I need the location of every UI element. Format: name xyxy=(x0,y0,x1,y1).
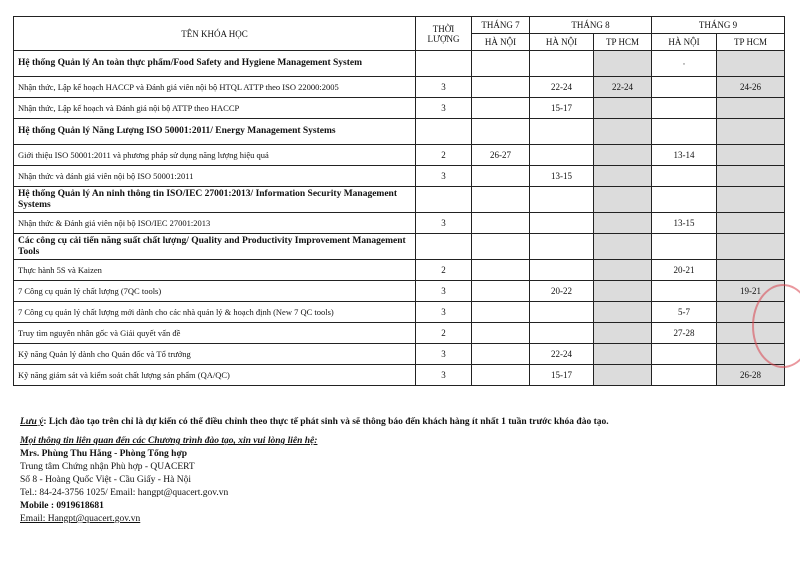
course-date-t9-hcm xyxy=(717,260,785,281)
course-date-t8-hn: 13-15 xyxy=(530,166,594,187)
course-date-t9-hcm: 19-21 xyxy=(717,281,785,302)
category-cell-t7-hn xyxy=(472,187,530,213)
category-cell-t7-hn xyxy=(472,234,530,260)
course-duration: 3 xyxy=(416,302,472,323)
course-date-t8-hn: 15-17 xyxy=(530,98,594,119)
course-row xyxy=(14,77,785,98)
col-header-month7: THÁNG 7 xyxy=(472,17,530,34)
course-date-t9-hn: 13-15 xyxy=(652,213,717,234)
category-cell-t8-hn xyxy=(530,119,594,145)
course-name: 7 Công cụ quản lý chất lượng mới dành cho các nhà quản lý & hoạch định (New 7 QC tools) xyxy=(14,302,416,323)
course-date-t9-hn xyxy=(652,98,717,119)
course-date-t9-hn xyxy=(652,344,717,365)
category-cell-t9-hcm xyxy=(717,234,785,260)
category-cell-t9-hcm xyxy=(717,51,785,77)
course-name: Nhận thức, Lập kế hoạch HACCP và Đánh giá viên nội bộ HTQL ATTP theo ISO 22000:2005 xyxy=(14,77,416,98)
course-date-t8-hcm xyxy=(594,98,652,119)
category-row xyxy=(14,234,785,260)
category-cell-t7-hn xyxy=(472,51,530,77)
course-date-t8-hcm xyxy=(594,323,652,344)
course-date-t8-hn xyxy=(530,260,594,281)
course-date-t9-hcm xyxy=(717,213,785,234)
category-cell-t9-hcm xyxy=(717,119,785,145)
course-name: Truy tìm nguyên nhân gốc và Giải quyết vấn đề xyxy=(14,323,416,344)
course-name: 7 Công cụ quản lý chất lượng (7QC tools) xyxy=(14,281,416,302)
course-duration: 2 xyxy=(416,323,472,344)
schedule-sheet xyxy=(13,16,784,386)
course-duration: 3 xyxy=(416,213,472,234)
course-date-t8-hn: 22-24 xyxy=(530,344,594,365)
category-cell-t8-hcm xyxy=(594,234,652,260)
col-header-duration: THỜI LƯỢNG xyxy=(416,17,472,51)
course-duration: 3 xyxy=(416,98,472,119)
course-date-t9-hcm xyxy=(717,98,785,119)
course-date-t8-hcm xyxy=(594,260,652,281)
category-cell-t9-hn xyxy=(652,187,717,213)
category-cell-t9-hcm xyxy=(717,187,785,213)
course-name: Kỹ năng Quản lý dành cho Quản đốc và Tổ trưởng xyxy=(14,344,416,365)
course-date-t8-hcm xyxy=(594,281,652,302)
category-title: Hệ thống Quản lý Năng Lượng ISO 50001:2011/ Energy Management Systems xyxy=(14,119,416,145)
schedule-note xyxy=(20,416,780,429)
course-row xyxy=(14,260,785,281)
col-header-m8-hcm: TP HCM xyxy=(594,34,652,51)
category-cell-t9-hn: · xyxy=(652,51,717,77)
course-date-t7-hn xyxy=(472,260,530,281)
contact-email-link[interactable]: Email: Hangpt@quacert.gov.vn xyxy=(20,514,141,524)
course-duration: 2 xyxy=(416,145,472,166)
course-date-t9-hcm: 26-28 xyxy=(717,365,785,386)
course-date-t8-hn xyxy=(530,302,594,323)
schedule-body xyxy=(14,51,785,386)
course-date-t8-hcm: 22-24 xyxy=(594,77,652,98)
course-name: Kỹ năng giám sát và kiểm soát chất lượng sản phẩm (QA/QC) xyxy=(14,365,416,386)
contact-mobile: Mobile : 0919618681 xyxy=(20,501,104,511)
contact-tel: Tel.: 84-24-3756 1025/ Email: hangpt@quacert.gov.vn xyxy=(20,488,229,498)
course-row xyxy=(14,365,785,386)
category-cell-t9-hn xyxy=(652,234,717,260)
course-date-t8-hcm xyxy=(594,344,652,365)
course-date-t8-hcm xyxy=(594,213,652,234)
course-name: Nhận thức, Lập kế hoạch và Đánh giá nội bộ ATTP theo HACCP xyxy=(14,98,416,119)
category-title: Các công cụ cải tiến năng suất chất lượng/ Quality and Productivity Improvement Management Tools xyxy=(14,234,416,260)
category-cell-t8-hcm xyxy=(594,51,652,77)
course-duration: 3 xyxy=(416,77,472,98)
course-date-t7-hn xyxy=(472,344,530,365)
course-name: Thực hành 5S và Kaizen xyxy=(14,260,416,281)
course-date-t8-hn xyxy=(530,145,594,166)
course-date-t8-hn: 22-24 xyxy=(530,77,594,98)
course-row xyxy=(14,344,785,365)
category-cell-t7-hn xyxy=(472,119,530,145)
training-schedule-table xyxy=(13,16,785,386)
category-cell-t8-hn xyxy=(530,234,594,260)
category-row xyxy=(14,51,785,77)
col-header-month9: THÁNG 9 xyxy=(652,17,785,34)
category-cell-t8-hcm xyxy=(594,187,652,213)
category-cell-t9-hn xyxy=(652,119,717,145)
category-row xyxy=(14,187,785,213)
note-text: : Lịch đào tạo trên chỉ là dự kiến có thể điều chỉnh theo thực tế phát sinh và sẽ thông báo đến khách hàng ít nhất 1 tuần trước khóa đào tạo. xyxy=(43,417,609,427)
course-row xyxy=(14,166,785,187)
notes-section xyxy=(20,416,780,526)
col-header-m8-hanoi: HÀ NỘI xyxy=(530,34,594,51)
col-header-m9-hcm: TP HCM xyxy=(717,34,785,51)
category-cell-t8-hcm xyxy=(594,119,652,145)
course-date-t7-hn xyxy=(472,213,530,234)
course-row xyxy=(14,145,785,166)
course-date-t9-hn: 20-21 xyxy=(652,260,717,281)
course-date-t9-hn: 27-28 xyxy=(652,323,717,344)
course-date-t8-hcm xyxy=(594,302,652,323)
course-name: Nhận thức & Đánh giá viên nội bộ ISO/IEC 27001:2013 xyxy=(14,213,416,234)
col-header-m7-hanoi: HÀ NỘI xyxy=(472,34,530,51)
col-header-month8: THÁNG 8 xyxy=(530,17,652,34)
course-date-t9-hn: 13-14 xyxy=(652,145,717,166)
col-header-course-name: TÊN KHÓA HỌC xyxy=(14,17,416,51)
course-date-t8-hn xyxy=(530,323,594,344)
contact-org: Trung tâm Chứng nhận Phù hợp - QUACERT xyxy=(20,462,195,472)
course-date-t9-hn xyxy=(652,281,717,302)
course-date-t7-hn xyxy=(472,281,530,302)
course-date-t9-hcm: 24-26 xyxy=(717,77,785,98)
course-date-t7-hn xyxy=(472,323,530,344)
header-row-months xyxy=(14,17,785,34)
course-name: Nhận thức và đánh giá viên nội bộ ISO 50001:2011 xyxy=(14,166,416,187)
course-duration: 3 xyxy=(416,166,472,187)
course-date-t8-hcm xyxy=(594,145,652,166)
contact-address: Số 8 - Hoàng Quốc Việt - Cầu Giấy - Hà Nội xyxy=(20,475,192,485)
course-row xyxy=(14,98,785,119)
category-cell-t8-hn xyxy=(530,187,594,213)
contact-person: Mrs. Phùng Thu Hằng - Phòng Tổng hợp xyxy=(20,449,187,459)
contact-intro: Mọi thông tin liên quan đến các Chương trình đào tạo, xin vui lòng liên hệ: xyxy=(20,436,318,446)
category-title: Hệ thống Quản lý An toàn thực phẩm/Food Safety and Hygiene Management System xyxy=(14,51,416,77)
course-date-t8-hn: 15-17 xyxy=(530,365,594,386)
course-date-t7-hn: 26-27 xyxy=(472,145,530,166)
course-date-t9-hcm xyxy=(717,166,785,187)
course-date-t8-hn xyxy=(530,213,594,234)
course-date-t9-hn: 5-7 xyxy=(652,302,717,323)
course-date-t9-hn xyxy=(652,77,717,98)
category-row xyxy=(14,119,785,145)
course-date-t7-hn xyxy=(472,166,530,187)
col-header-m9-hanoi: HÀ NỘI xyxy=(652,34,717,51)
course-duration: 3 xyxy=(416,281,472,302)
course-date-t9-hcm xyxy=(717,145,785,166)
course-row xyxy=(14,281,785,302)
category-cell-t8-hn xyxy=(530,51,594,77)
course-duration: 3 xyxy=(416,344,472,365)
course-row xyxy=(14,302,785,323)
course-date-t9-hn xyxy=(652,166,717,187)
course-row xyxy=(14,323,785,344)
course-date-t9-hn xyxy=(652,365,717,386)
category-title: Hệ thống Quản lý An ninh thông tin ISO/IEC 27001:2013/ Information Security Management Systems xyxy=(14,187,416,213)
course-name: Giới thiệu ISO 50001:2011 và phương pháp sử dụng năng lượng hiệu quả xyxy=(14,145,416,166)
course-date-t7-hn xyxy=(472,365,530,386)
course-date-t7-hn xyxy=(472,302,530,323)
note-label: Lưu ý xyxy=(20,417,44,427)
course-duration: 2 xyxy=(416,260,472,281)
course-row xyxy=(14,213,785,234)
course-date-t7-hn xyxy=(472,77,530,98)
category-duration-cell xyxy=(416,234,472,260)
category-duration-cell xyxy=(416,119,472,145)
course-duration: 3 xyxy=(416,365,472,386)
category-duration-cell xyxy=(416,51,472,77)
course-date-t8-hcm xyxy=(594,365,652,386)
course-date-t8-hn: 20-22 xyxy=(530,281,594,302)
course-date-t8-hcm xyxy=(594,166,652,187)
course-date-t7-hn xyxy=(472,98,530,119)
category-duration-cell xyxy=(416,187,472,213)
